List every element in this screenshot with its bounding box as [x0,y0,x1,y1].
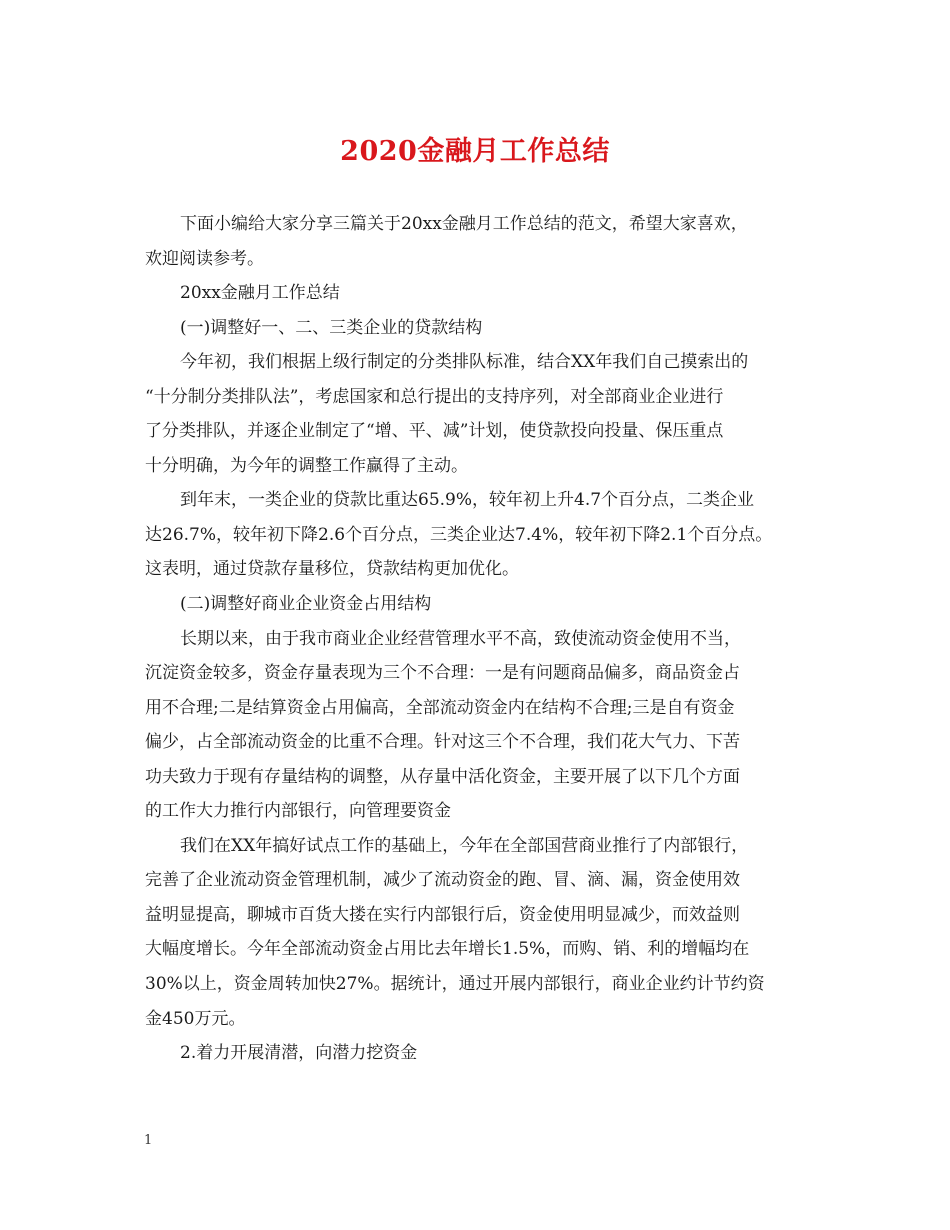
paragraph [145,1036,835,1071]
text-line: 这表明，通过贷款存量移位，贷款结构更加优化。 [145,559,519,580]
text-line: 功夫致力于现有存量结构的调整，从存量中活化资金，主要开展了以下几个方面 [145,766,740,787]
text-line: 达26.7%，较年初下降2.6个百分点，三类企业达7.4%，较年初下降2.1个百分点。 [145,524,773,545]
text-line: 20xx金融月工作总结 [180,283,340,304]
text-line: 今年初，我们根据上级行制定的分类排队标准，结合XX年我们自己摸索出的 [180,352,749,373]
text-line: 用不合理;二是结算资金占用偏高，全部流动资金内在结构不合理;三是自有资金 [145,697,735,718]
paragraph [145,276,835,311]
document-title: 2020金融月工作总结 [340,136,610,167]
text-line: 金450万元。 [145,1008,246,1029]
paragraph [145,829,835,1036]
paragraph [145,207,835,276]
text-line: (二)调整好商业企业资金占用结构 [180,594,432,615]
page-number: 1 [144,1133,153,1148]
text-line: 2.着力开展清潜，向潜力挖资金 [180,1043,418,1064]
paragraph [145,311,835,346]
text-line: 到年末，一类企业的贷款比重达65.9%，较年初上升4.7个百分点，二类企业 [180,490,755,511]
text-line: 30%以上，资金周转加快27%。据统计，通过开展内部银行，商业企业约计节约资 [145,974,765,995]
document-body [145,207,835,1071]
paragraph [145,345,835,483]
text-line: 完善了企业流动资金管理机制，减少了流动资金的跑、冒、滴、漏，资金使用效 [145,870,740,891]
text-line: 的工作大力推行内部银行，向管理要资金 [145,801,451,822]
paragraph [145,483,835,587]
text-line: 益明显提高，聊城市百货大搂在实行内部银行后，资金使用明显减少，而效益则 [145,904,740,925]
text-line: 欢迎阅读参考。 [145,248,264,269]
text-line: 长期以来，由于我市商业企业经营管理水平不高，致使流动资金使用不当， [180,628,741,649]
text-line: 大幅度增长。今年全部流动资金占用比去年增长1.5%，而购、销、利的增幅均在 [145,939,750,960]
paragraph [145,622,835,829]
text-line: 十分明确，为今年的调整工作赢得了主动。 [145,455,468,476]
text-line: 我们在XX年搞好试点工作的基础上，今年在全部国营商业推行了内部银行， [180,835,749,856]
text-line: 偏少，占全部流动资金的比重不合理。针对这三个不合理，我们花大气力、下苦 [145,732,740,753]
text-line: 了分类排队，并逐企业制定了“增、平、减”计划，使贷款投向投量、保压重点 [145,421,724,442]
text-line: 下面小编给大家分享三篇关于20xx金融月工作总结的范文，希望大家喜欢， [180,214,748,234]
paragraph [145,587,835,622]
text-line: “十分制分类排队法”，考虑国家和总行提出的支持序列，对全部商业企业进行 [145,386,724,407]
text-line: 沉淀资金较多，资金存量表现为三个不合理：一是有问题商品偏多，商品资金占 [145,663,740,684]
text-line: (一)调整好一、二、三类企业的贷款结构 [180,317,483,338]
